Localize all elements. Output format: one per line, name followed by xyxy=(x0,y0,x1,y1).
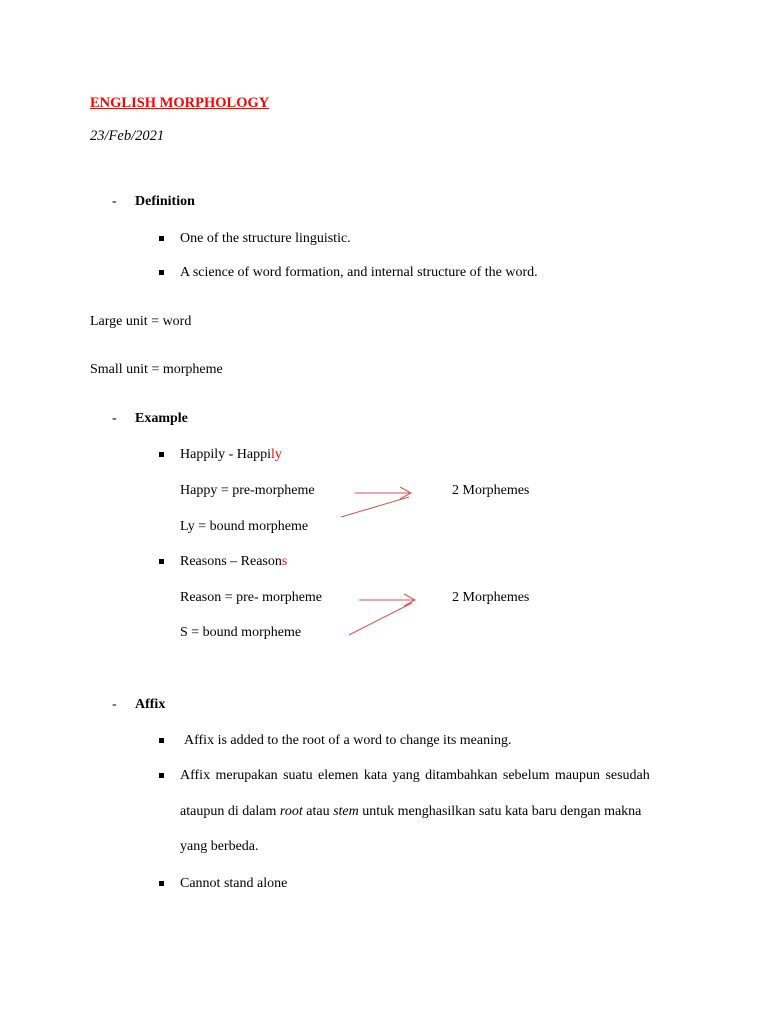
arrow-icon xyxy=(349,603,412,635)
square-bullet-icon xyxy=(159,881,164,886)
example-word-suffix: s xyxy=(281,554,288,569)
square-bullet-icon xyxy=(159,773,164,778)
morpheme-count: 2 Morphemes xyxy=(452,483,530,498)
affix-term-stem: stem xyxy=(333,804,359,819)
affix-text: ataupun di dalam xyxy=(180,804,280,819)
example-heading: Example xyxy=(135,411,188,426)
affix-item: Affix merupakan suatu elemen kata yang ditambahkan sebelum maupun sesudah xyxy=(180,768,650,783)
document-date: 23/Feb/2021 xyxy=(90,128,165,144)
example-word-suffix: ly xyxy=(270,447,282,462)
affix-item-continued: yang berbeda. xyxy=(180,839,259,854)
morpheme-count: 2 Morphemes xyxy=(452,590,530,605)
arrow-icon xyxy=(355,487,411,499)
definition-item: One of the structure linguistic. xyxy=(180,231,351,246)
affix-term-root: root xyxy=(279,804,303,819)
affix-heading: Affix xyxy=(135,697,166,712)
morpheme-line: S = bound morpheme xyxy=(180,625,302,640)
document-title: ENGLISH MORPHOLOGY xyxy=(90,95,270,111)
definition-heading: Definition xyxy=(135,194,195,209)
dash-bullet: - xyxy=(112,411,117,426)
dash-bullet: - xyxy=(112,697,117,712)
morpheme-line: Ly = bound morpheme xyxy=(180,519,309,534)
example-word-base: Happily - Happi xyxy=(180,447,271,462)
arrow-icon xyxy=(359,594,415,606)
morpheme-line: Reason = pre- morpheme xyxy=(180,590,323,605)
example-word-base: Reasons – Reason xyxy=(180,554,282,569)
affix-item-continued xyxy=(180,804,641,820)
large-unit-text: Large unit = word xyxy=(90,314,192,329)
square-bullet-icon xyxy=(159,738,164,743)
affix-item: Cannot stand alone xyxy=(180,876,288,891)
small-unit-text: Small unit = morpheme xyxy=(90,362,223,377)
affix-text: untuk menghasilkan satu kata baru dengan makna xyxy=(358,804,642,819)
morpheme-line: Happy = pre-morpheme xyxy=(180,483,315,498)
affix-item: Affix is added to the root of a word to change its meaning. xyxy=(184,733,512,748)
definition-item: A science of word formation, and internal structure of the word. xyxy=(180,265,538,280)
arrow-icon xyxy=(341,497,409,517)
dash-bullet: - xyxy=(112,194,117,209)
affix-text: atau xyxy=(302,804,334,819)
